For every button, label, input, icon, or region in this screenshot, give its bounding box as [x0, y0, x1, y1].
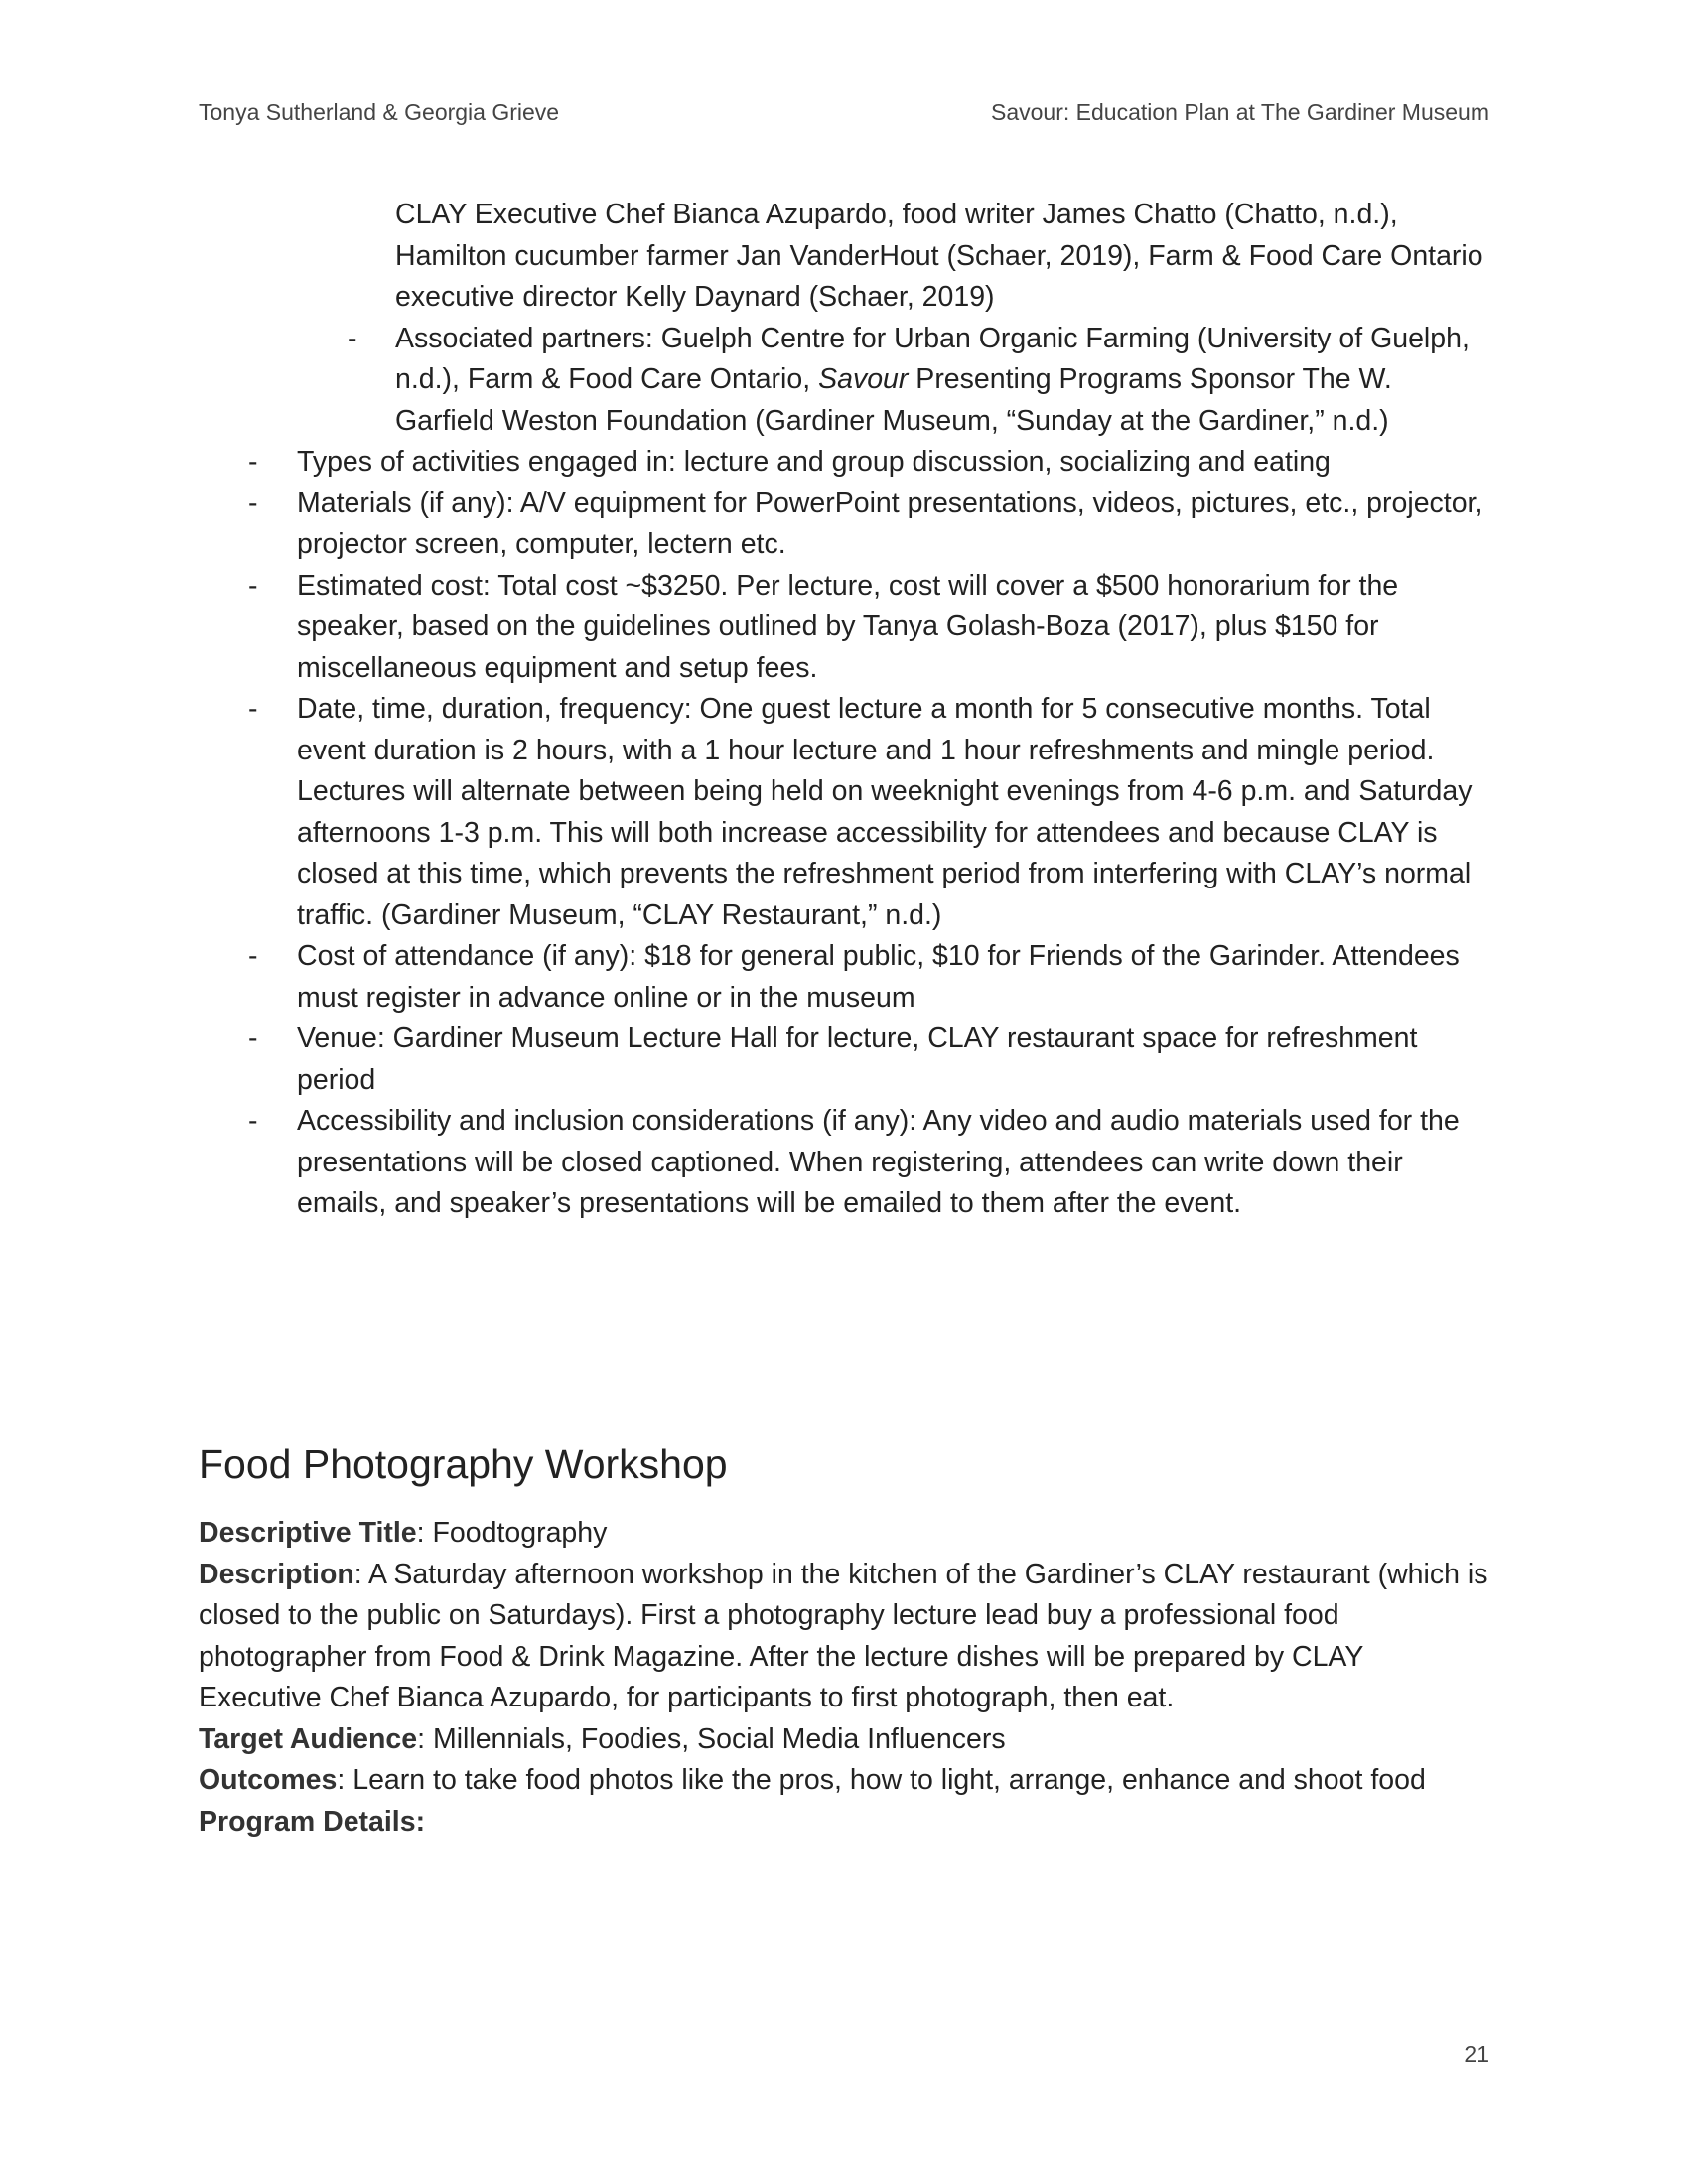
list-item-text: Date, time, duration, frequency: One guest lecture a month for 5 consecutive months. Total event duration is 2 hours, with a 1 hour lecture and 1 hour refreshments and mingle period. Lectures will alternate between being held on weeknight evenings from 4-6 p.m. and Saturday afternoons 1-3 p.m. This will both increase accessibility for attendees and because CLAY is closed at this time, which prevents the refreshment period from interfering with CLAY’s normal traffic. (Gardiner Museum, “CLAY Restaurant,” n.d.): [297, 693, 1473, 931]
field-value: A Saturday afternoon workshop in the kitchen of the Gardiner’s CLAY restaurant (which is closed to the public on Saturdays). First a photography lecture lead buy a professional food photographer from Food & Drink Magazine. After the lecture dishes will be prepared by CLAY Executive Chef Bianca Azupardo, for participants to first photograph, then eat.: [199, 1558, 1488, 1713]
field-colon: :: [353, 1558, 362, 1590]
partners-text-start: Associated partners: Guelph Centre for Urban Organic Farming (University of Guelph, n.d.), Farm & Food Care Ontario,: [395, 322, 1470, 395]
field-colon: :: [337, 1764, 346, 1796]
field-value: Learn to take food photos like the pros, how to light, arrange, enhance and shoot food: [345, 1764, 1426, 1796]
field-program-details: [199, 1802, 1489, 1843]
field-colon: :: [416, 1517, 425, 1549]
list-item-venue: [199, 1019, 1489, 1101]
speakers-continued-text: [199, 195, 1489, 319]
field-target-audience: [199, 1719, 1489, 1761]
field-value: Millennials, Foodies, Social Media Influencers: [425, 1722, 1006, 1755]
partners-text-end: Presenting Programs Sponsor The W. Garfield Weston Foundation (Gardiner Museum, “Sunday at the Gardiner,” n.d.): [395, 363, 1392, 437]
field-label: Target Audience: [199, 1722, 418, 1755]
bullet-dash: -: [248, 486, 258, 519]
list-item-activities: [199, 442, 1489, 483]
field-label: Descriptive Title: [199, 1517, 417, 1549]
associated-partners-item: [199, 319, 1489, 443]
field-outcomes: [199, 1760, 1489, 1802]
field-value: Foodtography: [424, 1517, 608, 1549]
bullet-dash: -: [348, 322, 357, 354]
field-label: Program Details:: [199, 1805, 426, 1838]
section-fields: [199, 1513, 1489, 1843]
list-item-estimated-cost: [199, 566, 1489, 690]
field-label: Outcomes: [199, 1764, 338, 1796]
bullet-dash: -: [248, 569, 258, 602]
page-header: [199, 99, 1489, 133]
speakers-text: CLAY Executive Chef Bianca Azupardo, food writer James Chatto (Chatto, n.d.), Hamilton cucumber farmer Jan VanderHout (Schaer, 2019), Farm & Food Care Ontario executive director Kelly Daynard (Schaer, 2019): [395, 199, 1483, 313]
bullet-dash: -: [248, 940, 258, 972]
page-number: 21: [1464, 2041, 1489, 2067]
bullet-dash: -: [248, 1023, 258, 1054]
list-item-date-time: [199, 689, 1489, 936]
bullet-dash: -: [248, 1105, 258, 1137]
header-document-title: Savour: Education Plan at The Gardiner Museum: [990, 99, 1489, 125]
continued-program-details: [199, 195, 1489, 1225]
section-heading: Food Photography Workshop: [199, 1441, 728, 1487]
list-item-text: Cost of attendance (if any): $18 for general public, $10 for Friends of the Garinder. Attendees must register in advance online or in the museum: [297, 940, 1460, 1014]
header-authors: Tonya Sutherland & Georgia Grieve: [199, 99, 560, 125]
list-item-materials: [199, 483, 1489, 566]
field-label: Description: [199, 1558, 354, 1590]
list-item-accessibility: [199, 1101, 1489, 1225]
field-descriptive-title: [199, 1513, 1489, 1555]
list-item-text: Materials (if any): A/V equipment for PowerPoint presentations, videos, pictures, etc., projector, projector screen, computer, lectern etc.: [297, 486, 1483, 560]
list-item-text: Accessibility and inclusion considerations (if any): Any video and audio materials used for the presentations will be closed captioned. When registering, attendees can write down their emails, and speaker’s presentations will be emailed to them after the event.: [297, 1105, 1460, 1219]
list-item-text: Venue: Gardiner Museum Lecture Hall for lecture, CLAY restaurant space for refreshment period: [297, 1023, 1418, 1096]
list-item-text: Types of activities engaged in: lecture and group discussion, socializing and eating: [297, 446, 1331, 478]
savour-italic: Savour: [818, 363, 909, 395]
bullet-dash: -: [248, 446, 258, 478]
field-description: [199, 1555, 1489, 1719]
list-item-text: Estimated cost: Total cost ~$3250. Per lecture, cost will cover a $500 honorarium for the speaker, based on the guidelines outlined by Tanya Golash-Boza (2017), plus $150 for miscellaneous equipment and setup fees.: [297, 569, 1399, 684]
bullet-dash: -: [248, 693, 258, 725]
field-colon: :: [417, 1722, 426, 1755]
list-item-cost-of-attendance: [199, 936, 1489, 1019]
